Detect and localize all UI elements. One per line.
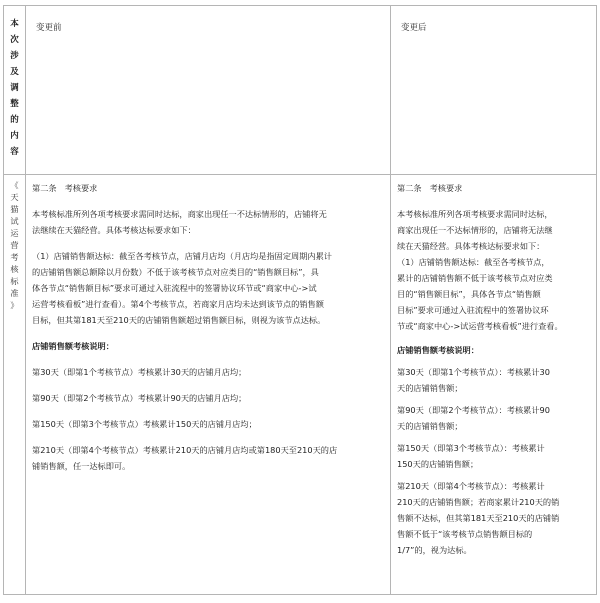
after-section1-line: 累计的店铺销售额不低于该考核节点对应类 <box>397 273 553 283</box>
after-intro-line: 本考核标准所列各项考核要求需同时达标， <box>397 209 553 219</box>
after-article-title: 第二条 考核要求 <box>397 183 463 193</box>
before-item: 第150天（即第3个考核节点）考核累计150天的店铺月店均； <box>32 419 257 429</box>
after-item: 天的店铺销售额； <box>397 421 463 431</box>
before-intro-line: 法继续在天猫经营。具体考核达标要求如下： <box>32 225 196 235</box>
before-section1-line: 体各节点“销售额目标”要求可通过入驻流程中的签署协议环节或“商家中心->试 <box>32 283 317 293</box>
scope-label: 本 次 涉 及 调 整 的 内 容 <box>4 6 26 175</box>
before-intro-line: 本考核标准所列各项考核要求需同时达标，商家出现任一不达标情形的，店铺将无 <box>32 209 327 219</box>
before-section1-line: 的店铺销售额总额除以月份数）不低于该考核节点对应类目的“销售额目标”，具 <box>32 267 319 277</box>
before-content <box>26 175 391 595</box>
before-item: 第210天（即第4个考核节点）考核累计210天的店铺月店均或第180天至210天的店 <box>32 445 338 455</box>
before-article-title: 第二条 考核要求 <box>32 183 98 193</box>
after-section1-line: （1）店铺销售额达标：截至各考核节点， <box>397 257 550 267</box>
after-item: 第90天（即第2个考核节点）：考核累计90 <box>397 405 550 415</box>
after-item: 售额不达标，但其第181天至210天的店铺销 <box>397 513 560 523</box>
after-intro-line: 商家出现任一不达标情形的，店铺将无法继 <box>397 225 553 235</box>
document-name-label: 《 天 猫 试 运 营 考 核 标 准 》 <box>4 175 26 595</box>
header-row <box>4 6 597 175</box>
content-row <box>4 175 597 595</box>
after-item: 第30天（即第1个考核节点）：考核累计30 <box>397 367 550 377</box>
after-content <box>391 175 597 595</box>
after-section1-line: 目标”要求可通过入驻流程中的签署协议环 <box>397 305 549 315</box>
after-desc-title: 店铺销售额考核说明： <box>397 345 479 355</box>
after-item: 天的店铺销售额； <box>397 383 463 393</box>
before-section1-line: 运营考核看板”进行查看）。第4个考核节点，若商家月店均未达到该节点的销售额 <box>32 299 324 309</box>
before-item: 第90天（即第2个考核节点）考核累计90天的店铺月店均； <box>32 393 247 403</box>
change-table <box>3 5 597 595</box>
before-item: 铺销售额，任一达标即可。 <box>32 461 131 471</box>
after-item: 第150天（即第3个考核节点）：考核累计 <box>397 443 545 453</box>
after-item: 售额不低于“该考核节点销售额目标的 <box>397 529 533 539</box>
before-desc-title: 店铺销售额考核说明： <box>32 341 114 351</box>
after-intro-line: 续在天猫经营。具体考核达标要求如下： <box>397 241 545 251</box>
before-header: 变更前 <box>26 6 391 175</box>
after-item: 210天的店铺销售额；若商家累计210天的销 <box>397 497 560 507</box>
after-item: 1/7”的，视为达标。 <box>397 545 472 555</box>
after-item: 150天的店铺销售额； <box>397 459 479 469</box>
after-header: 变更后 <box>391 6 597 175</box>
after-section1-line: 节或“商家中心->试运营考核看板”进行查看。 <box>397 321 563 331</box>
before-section1-line: （1）店铺销售额达标：截至各考核节点，店铺月店均（月店均是指固定周期内累计 <box>32 251 332 261</box>
after-section1-line: 目的“销售额目标”，具体各节点“销售额 <box>397 289 541 299</box>
before-section1-line: 目标，但其第181天至210天的店铺销售额超过销售额目标，则视为该节点达标。 <box>32 315 326 325</box>
after-item: 第210天（即第4个考核节点）：考核累计 <box>397 481 545 491</box>
before-item: 第30天（即第1个考核节点）考核累计30天的店铺月店均； <box>32 367 247 377</box>
